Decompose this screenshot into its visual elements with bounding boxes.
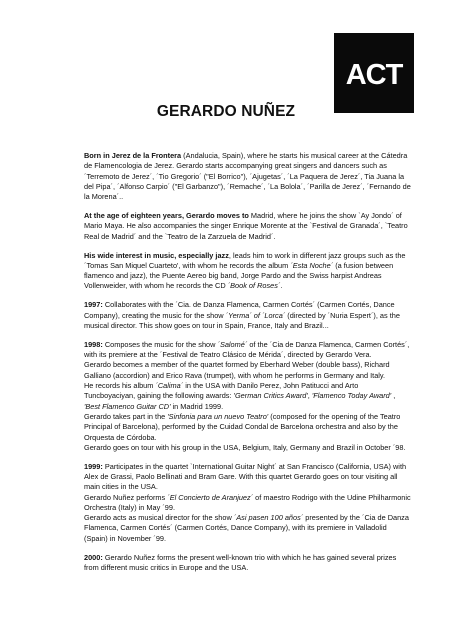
act-logo (334, 33, 414, 113)
body-text: , (307, 391, 312, 401)
body-text: Orchestra (Italy) in May ´99. (84, 502, 176, 512)
text-line (84, 391, 414, 401)
title-text: ´Yerma´ of ´Lorca´ (225, 310, 286, 320)
text-line (84, 281, 414, 291)
text-line (84, 513, 414, 523)
body-text: Orquesta de Córdoba. (84, 432, 157, 442)
title-text: ´Asi pasen 100 años´ (233, 513, 304, 523)
title-text: ´Esta Noche´ (290, 260, 334, 270)
body-text: musical director. This show goes on tour in Spain, France, Italy and Brazil... (84, 320, 329, 330)
text-line (84, 412, 414, 422)
lead-text: His wide interest in music, especially jazz (84, 250, 229, 260)
body-text: of maestro Rodrigo with the Udine Philharmonic (253, 492, 411, 502)
body-text: Mario Maya. He also accompanies the singer Enrique Morente at the `Festival de Granada´, `Teatro (84, 221, 408, 231)
text-line (84, 311, 414, 321)
body-text: Flamenca, Carmen Cortés´ (Carmen Cortés, Dance Company), with its premiere in Valladolid (84, 523, 387, 533)
body-text: Gerardo Nuñez forms the present well-known trio with which he has gained several prizes (102, 552, 397, 562)
body-text: Madrid, where he joins the show `Ay Jondo´ of (248, 211, 402, 221)
body-text: (Spain) in November ´99. (84, 533, 167, 543)
text-line (84, 371, 414, 381)
body-text: , (391, 391, 396, 401)
lead-text: Born in Jerez de la Frontera (84, 151, 182, 160)
text-line (84, 523, 414, 533)
lead-text: 2000: (84, 552, 103, 562)
body-text: (a fusion between (333, 260, 394, 270)
text-line (84, 192, 414, 202)
text-line (84, 251, 414, 261)
body-text: Composes the music for the show (102, 339, 218, 349)
body-text: Gerardo takes part in the (84, 411, 168, 421)
biography-paragraph (84, 300, 414, 331)
body-text: Galliano (accordion) and Erico Rava (trumpet), with whom he performs in Germany and Italy. (84, 370, 386, 380)
title-text: ´Calima´ (155, 381, 184, 391)
text-line (84, 161, 414, 171)
text-line (84, 172, 414, 182)
act-logo-mark (341, 53, 407, 93)
text-line (84, 182, 414, 192)
body-text: Real de Madrid´ and the `Teatro de la Zarzuela de Madrid´. (84, 231, 276, 241)
body-text: , leads him to work in different jazz groups such as the (228, 250, 406, 260)
lead-text: 1998: (84, 339, 103, 349)
body-text: Tuncboyaciyan, gaining the following awards: (84, 391, 234, 401)
body-text: Alex de Grassi, Paolo Bellinati and Bram Gare. With this quartet Gerardo goes on tour visiting all (84, 471, 398, 481)
body-text: la Morena´.. (84, 192, 124, 202)
title-text: 'German Critics Award' (233, 391, 308, 401)
body-text: Gerardo becomes a member of the quartet formed by Eberhard Weber (double bass), Richard (84, 360, 390, 370)
text-line (84, 151, 414, 161)
biography-paragraph (84, 462, 414, 544)
text-line (84, 211, 414, 221)
body-text: main cities in the USA. (84, 482, 158, 492)
text-line (84, 271, 414, 281)
biography-paragraph (84, 340, 414, 453)
text-line (84, 563, 414, 573)
body-text: Gerardo Nuñez performs (84, 492, 168, 502)
body-text: of the ´Cia de Danza Flamenca, Carmen Cortés´, (247, 339, 410, 349)
title-text: ´Salomé´ (217, 339, 248, 349)
body-text: (composed for the opening of the Teatro (268, 411, 401, 421)
body-text: in the USA with Danilo Perez, John Patitucci and Arto (183, 381, 359, 391)
text-line (84, 350, 414, 360)
body-text: in Madrid 1999. (170, 401, 224, 411)
text-line (84, 433, 414, 443)
title-text: 'Sinfonia para un nuevo Teatro' (167, 411, 269, 421)
text-line (84, 381, 414, 391)
text-line (84, 340, 414, 350)
text-line (84, 402, 414, 412)
biography-paragraph (84, 251, 414, 292)
body-text: Participates in the quartet `International Guitar Night´ at San Francisco (California, USA) with (102, 461, 407, 471)
text-line (84, 472, 414, 482)
title-text: 'Flamenco Today Award' (311, 391, 392, 401)
biography-paragraph (84, 553, 414, 574)
body-text: . (280, 281, 283, 291)
lead-text: At the age of eighteen years, Gerardo moves to (84, 211, 249, 221)
body-text: He records his album (84, 381, 156, 391)
body-text: Principal of Barcelona), performed by the Cuidad Condal de Barcelona orchestra and also by the (84, 422, 398, 432)
text-line (84, 321, 414, 331)
body-text: with its premiere at the ´Festival de Teatro Clásico de Mérida´, directed by Gerardo Vera. (84, 350, 372, 360)
title-text: 'Best Flamenco Guitar CD' (84, 401, 171, 411)
lead-text: 1999: (84, 461, 103, 471)
text-line (84, 221, 414, 231)
text-line (84, 462, 414, 472)
title-text: ´Book of Roses´ (227, 281, 281, 291)
body-text: presented by the ´Cia de Danza (303, 513, 409, 523)
text-line (84, 300, 414, 310)
body-text: de Flamencologia de Jerez. Gerardo starts accompanying great singers and dancers such as (84, 161, 387, 171)
body-text: ´Terremoto de Jerez´, ´Tio Gregorio´ ("El Borrico"), ´Ajugetas´, ´La Paquera de Jerez´, Tia Juana la (84, 171, 405, 181)
title-text: ´El Concierto de Aranjuez´ (167, 492, 254, 502)
body-text: Collaborates with the ´Cia. de Danza Flamenca, Carmen Cortés´ (Carmen Cortés, Dance (102, 300, 395, 310)
body-text: (directed by ´Nuria Espert´), as the (285, 310, 400, 320)
text-line (84, 503, 414, 513)
body-text: Gerardo acts as musical director for the show (84, 513, 234, 523)
text-line (84, 493, 414, 503)
biography-body (84, 151, 414, 582)
text-line (84, 482, 414, 492)
lead-text: 1997: (84, 300, 103, 310)
body-text: Gerardo goes on tour with his group in the USA, Belgium, Italy, Germany and Brazil in October ´98. (84, 442, 406, 452)
text-line (84, 261, 414, 271)
text-line (84, 422, 414, 432)
page-title: GERARDO NUÑEZ (156, 103, 296, 120)
biography-paragraph (84, 151, 414, 202)
body-text: Vollenweider, with whom he records the CD (84, 281, 228, 291)
body-text: Company), creating the music for the show (84, 310, 226, 320)
body-text: ´Tomas San Miquel Cuarteto', with whom he records the album (84, 260, 291, 270)
biography-paragraph (84, 211, 414, 242)
text-line (84, 443, 414, 453)
body-text: flamenco and jazz), the Puente Aereo big band, Jorge Pardo and the Swiss harpist Andreas (84, 271, 382, 281)
text-line (84, 553, 414, 563)
body-text: from different music critics in Europe and the USA. (84, 562, 249, 572)
text-line (84, 232, 414, 242)
act-logo-text: ACT (345, 59, 403, 91)
body-text: del Pipa´, ´Alfonso Carpio´ ("El Garbanzo"), ´Remache´, ´La Bolola´, ´Parilla de Jerez´, ´Fernando de (84, 181, 411, 191)
text-line (84, 360, 414, 370)
body-text: (Andalucia, Spain), where he starts his musical career at the Cátedra (181, 151, 408, 160)
text-line (84, 534, 414, 544)
